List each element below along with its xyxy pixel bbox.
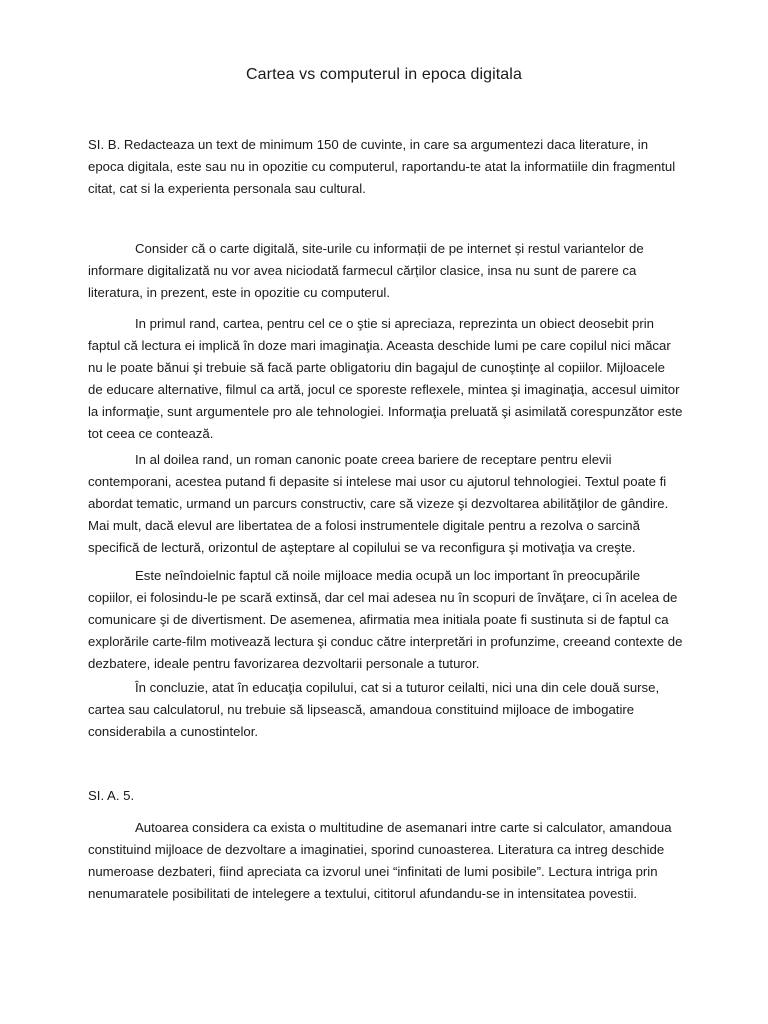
essay-paragraph-conclusion: În concluzie, atat în educaţia copilului, cat si a tuturor ceilalti, nici una din cele două surse, cartea sau calculatorul, nu trebuie să lipsească, amandoua constituind mijloace de imbogatire considerabila a cunostintelor.: [88, 680, 660, 739]
task-b-prompt: SI. B. Redacteaza un text de minimum 150 de cuvinte, in care sa argumentezi daca literature, in epoca digitala, este sau nu in opozitie cu computerul, raportandu-te atat la informatiile din fragmentul citat, cat si la experienta personala sau cultural.: [88, 137, 676, 196]
section-a-paragraph: Autoarea considera ca exista o multitudine de asemanari intre carte si calculator, amandoua constituind mijloace de dezvoltare a imaginatiei, sporind cunoasterea. Literatura ca intreg deschide numeroase dezbateri, fiind apreciata ca izvorul unei “infinitati de lumi posibile”. Lectura intriga prin nenumaratele posibilitati de intelegere a textului, cititorul afundandu-se in intensitatea povestii.: [88, 820, 672, 901]
section-a-heading: SI. A. 5.: [88, 788, 135, 803]
essay-paragraph-intro: Consider că o carte digitală, site-urile cu informații de pe internet și restul variantelor de informare digitalizată nu vor avea niciodată farmecul cărților clasice, insa nu sunt de parere ca literatura, in prezent, este in opozitie cu computerul.: [88, 241, 644, 300]
essay-paragraph-third-argument: Este neîndoielnic faptul că noile mijloace media ocupă un loc important în preocupările copiilor, ei folosindu-le pe scară extinsă, dar cel mai adesea nu în scopuri de învăţare, ci în acelea de comunicare şi de divertisment. De asemenea, afirmatia mea initiala poate fi sustinuta si de faptul ca explorările carte-film motivează lectura şi conduc către interpretări in profunzime, creeand contexte de dezbatere, ideale pentru favorizarea dezvoltarii personale a tuturor.: [88, 568, 683, 671]
document-title: Cartea vs computerul in epoca digitala: [246, 66, 522, 83]
essay-paragraph-first-argument: In primul rand, cartea, pentru cel ce o ştie si apreciaza, reprezinta un obiect deosebit prin faptul că lectura ei implică în doze mari imaginaţia. Aceasta deschide lumi pe care copilul nici măcar nu le poate bănui şi trebuie să facă parte obligatoriu din bagajul de cunoştinţe al copiilor. Mijloacele de educare alternative, filmul ca artă, jocul ce sporeste reflexele, mintea şi imaginaţia, accesul uimitor la informaţie, sunt argumentele pro ale tehnologiei. Informaţia preluată şi asimilată corespunzător este tot ceea ce contează.: [88, 316, 683, 441]
essay-paragraph-second-argument: In al doilea rand, un roman canonic poate creea bariere de receptare pentru elevii contemporani, acestea putand fi depasite si intelese mai usor cu ajutorul tehnologiei. Textul poate fi abordat tematic, urmand un parcurs constructiv, care să vizeze şi dezvoltarea abilităţilor de gândire. Mai mult, dacă elevul are libertatea de a folosi instrumentele digitale pentru a rezolva o sarcină specifică de lectură, orizontul de aşteptare al copilului se va reconfigura şi motivaţia va creşte.: [88, 452, 669, 555]
